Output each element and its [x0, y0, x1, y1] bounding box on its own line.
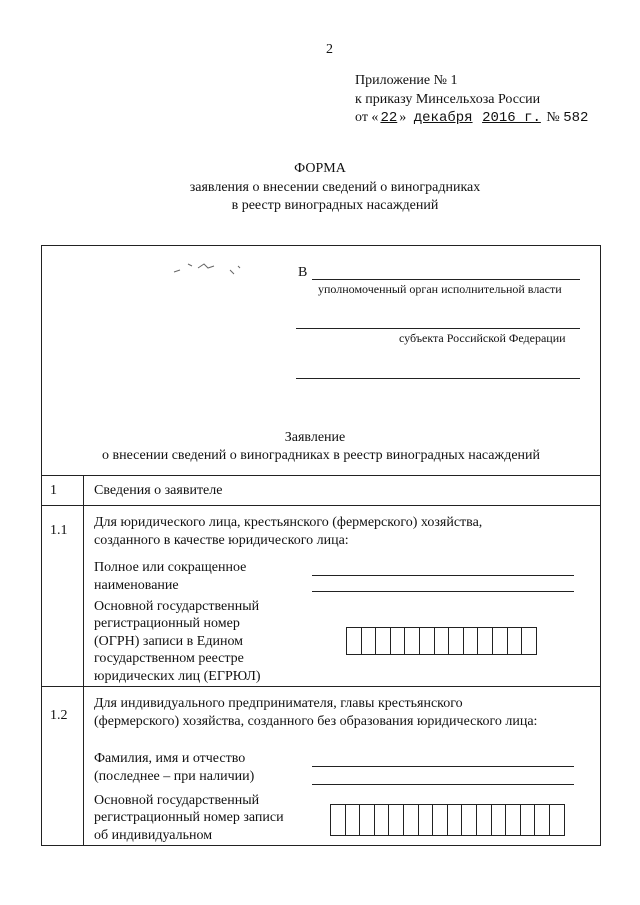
addressee-authority-field[interactable]: [312, 279, 580, 280]
ogrn-label-line: (ОГРН) записи в Едином: [94, 633, 244, 649]
digit-box[interactable]: [462, 804, 477, 836]
section-1-2-title-line: Для индивидуального предпринимателя, главы крестьянского: [94, 696, 463, 711]
form-title: ФОРМА: [294, 161, 346, 176]
ogrn-label-line: государственном реестре: [94, 651, 244, 667]
ip-ogrn-label: [94, 792, 284, 844]
page-number: 2: [326, 42, 333, 57]
digit-box[interactable]: [376, 627, 391, 655]
appendix-title: Приложение № 1: [355, 73, 458, 88]
digit-box[interactable]: [360, 804, 375, 836]
table-column-divider: [83, 475, 84, 845]
ogrn-label: [94, 598, 261, 685]
table-row-divider: [41, 686, 601, 687]
digit-box[interactable]: [375, 804, 390, 836]
date-day: 22: [380, 110, 398, 126]
digit-box[interactable]: [404, 804, 419, 836]
digit-box[interactable]: [449, 627, 464, 655]
table-row-divider: [41, 475, 601, 476]
frame-top-border: [41, 245, 601, 246]
date-month: декабря: [413, 110, 473, 126]
fio-field-1[interactable]: [312, 766, 574, 767]
org-name-label: [94, 559, 246, 595]
digit-box[interactable]: [420, 627, 435, 655]
digit-box[interactable]: [464, 627, 479, 655]
digit-box[interactable]: [347, 627, 362, 655]
form-subtitle-line1: заявления о внесении сведений о виноградниках: [189, 180, 481, 195]
fio-label: [94, 750, 254, 786]
section-1-1-number: 1.1: [50, 523, 68, 538]
frame-right-border: [600, 245, 601, 845]
ogrn-label-line: регистрационный номер: [94, 616, 240, 632]
table-row-divider: [41, 505, 601, 506]
ip-ogrn-label-line: Основной государственный: [94, 793, 260, 808]
appendix-order-line: к приказу Минсельхоза России: [355, 92, 541, 107]
table-row-divider: [41, 845, 601, 846]
frame-left-border: [41, 245, 42, 845]
statement-title: Заявление: [284, 430, 346, 445]
ogrn-label-line: Основной государственный: [94, 599, 260, 614]
addressee-caption-authority: уполномоченный орган исполнительной власти: [318, 282, 562, 296]
digit-box[interactable]: [391, 627, 406, 655]
digit-box[interactable]: [435, 627, 450, 655]
digit-box[interactable]: [477, 804, 492, 836]
section-1-title: Сведения о заявителе: [94, 483, 223, 498]
ogrn-digit-boxes[interactable]: [346, 627, 537, 655]
digit-box[interactable]: [535, 804, 550, 836]
org-name-field-1[interactable]: [312, 575, 574, 576]
date-year: 2016 г.: [482, 110, 541, 126]
order-number: 582: [563, 110, 589, 126]
digit-box[interactable]: [448, 804, 463, 836]
org-name-label-line: наименование: [94, 578, 179, 593]
digit-box[interactable]: [493, 627, 508, 655]
digit-box[interactable]: [331, 804, 346, 836]
digit-box[interactable]: [521, 804, 536, 836]
addressee-prefix: В: [298, 265, 308, 280]
fio-field-2[interactable]: [312, 784, 574, 785]
statement-subtitle: о внесении сведений о виноградниках в реестр виноградных насаждений: [101, 448, 541, 463]
digit-box[interactable]: [362, 627, 377, 655]
fio-label-line: (последнее – при наличии): [94, 769, 255, 784]
digit-box[interactable]: [506, 804, 521, 836]
digit-box[interactable]: [405, 627, 420, 655]
form-subtitle-line2: в реестр виноградных насаждений: [231, 198, 439, 213]
date-prefix: от «: [355, 110, 379, 125]
section-1-2-title-line: (фермерского) хозяйства, созданного без образования юридического лица:: [94, 714, 538, 729]
digit-box[interactable]: [508, 627, 523, 655]
digit-box[interactable]: [389, 804, 404, 836]
ogrn-label-line: юридических лиц (ЕГРЮЛ): [94, 668, 261, 684]
digit-box[interactable]: [433, 804, 448, 836]
fio-label-line: Фамилия, имя и отчество: [94, 751, 246, 766]
scan-artifact: [170, 258, 250, 278]
digit-box[interactable]: [492, 804, 507, 836]
section-1-2-title: [94, 695, 537, 731]
appendix-date-line: [355, 110, 588, 127]
org-name-field-2[interactable]: [312, 591, 574, 592]
digit-box[interactable]: [419, 804, 434, 836]
org-name-label-line: Полное или сокращенное: [94, 560, 247, 575]
digit-box[interactable]: [478, 627, 493, 655]
ip-ogrn-digit-boxes[interactable]: [330, 804, 565, 836]
section-1-2-number: 1.2: [50, 708, 68, 723]
addressee-authority-field-2[interactable]: [296, 328, 580, 329]
digit-box[interactable]: [550, 804, 565, 836]
digit-box[interactable]: [522, 627, 537, 655]
section-1-1-title: Для юридического лица, крестьянского (фермерского) хозяйства, созданного в качестве юридического лица:: [94, 515, 483, 548]
section-1-number: 1: [50, 483, 57, 498]
addressee-caption-subject: субъекта Российской Федерации: [399, 331, 566, 345]
digit-box[interactable]: [346, 804, 361, 836]
number-label: №: [546, 110, 560, 125]
ip-ogrn-label-line: регистрационный номер записи: [94, 810, 284, 826]
date-sep: »: [399, 110, 407, 125]
addressee-subject-field[interactable]: [296, 378, 580, 379]
ip-ogrn-label-line: об индивидуальном: [94, 827, 213, 843]
